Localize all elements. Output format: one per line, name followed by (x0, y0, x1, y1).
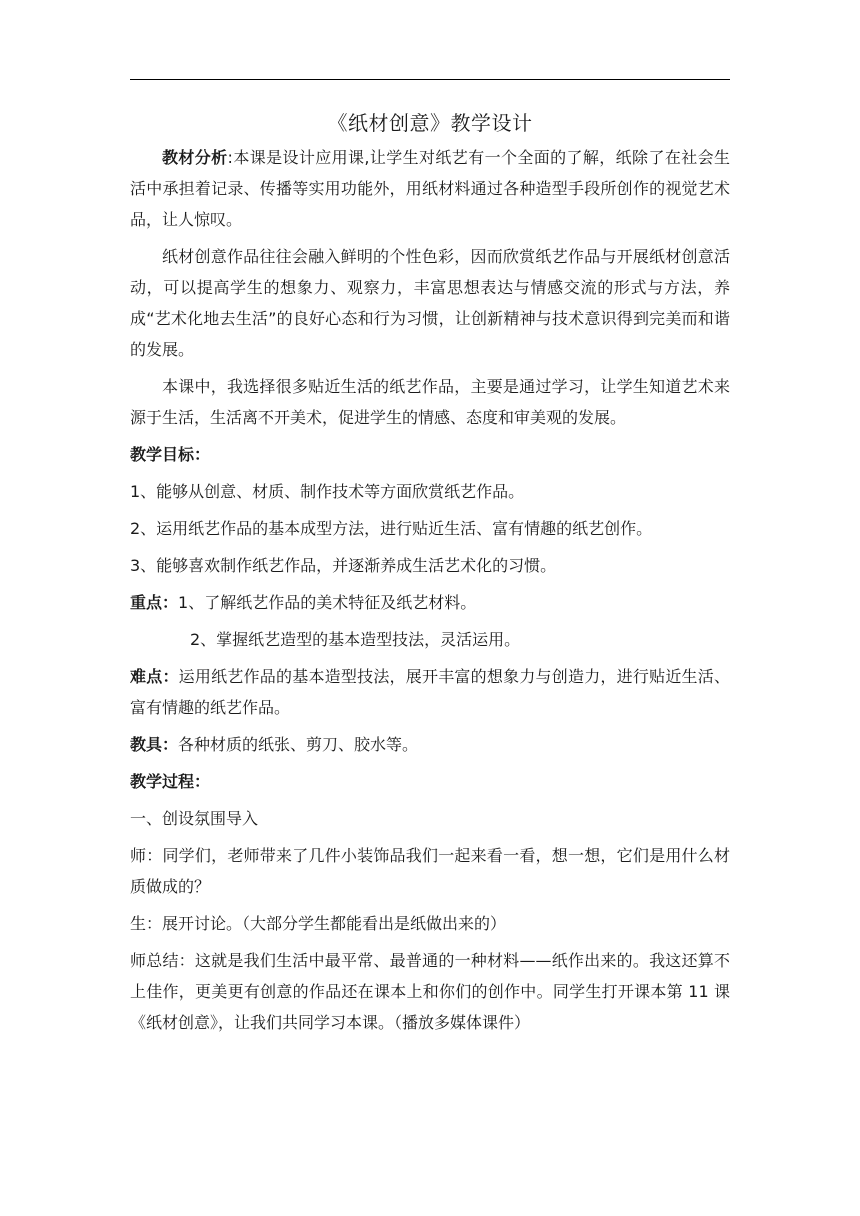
section-1-heading: 一、创设氛围导入 (130, 809, 259, 828)
teacher-summary: 师总结：这就是我们生活中最平常、最普通的一种材料——纸作出来的。我这还算不上佳作，更美更有创意的作品还在课本上和你们的创作中。同学生打开课本第 11 课《纸材创意》，让我们共同学习本课。（播放多媒体课件） (130, 951, 730, 1032)
process-heading: 教学过程： (130, 772, 211, 791)
key-point-2: 2、掌握纸艺造型的基本造型技法，灵活运用。 (190, 630, 521, 649)
teacher-line-1: 师：同学们，老师带来了几件小装饰品我们一起来看一看，想一想，它们是用什么材质做成的？ (130, 846, 730, 896)
tools-paragraph (130, 729, 730, 760)
tools-label: 教具： (130, 735, 179, 754)
difficulty-label: 难点： (130, 667, 179, 686)
key-points (130, 587, 730, 618)
tools-text: 各种材质的纸张、剪刀、胶水等。 (178, 735, 419, 754)
header-rule (130, 79, 730, 80)
analysis-paragraph (130, 142, 730, 235)
student-line-1: 生：展开讨论。（大部分学生都能看出是纸做出来的） (130, 914, 507, 933)
goal-item-3: 3、能够喜欢制作纸艺作品，并逐渐养成生活艺术化的习惯。 (130, 556, 557, 575)
goal-item-2: 2、运用纸艺作品的基本成型方法，进行贴近生活、富有情趣的纸艺创作。 (130, 519, 653, 538)
paragraph-2: 纸材创意作品往往会融入鲜明的个性色彩，因而欣赏纸艺作品与开展纸材创意活动，可以提高学生的想象力、观察力，丰富思想表达与情感交流的形式与方法，养成“艺术化地去生活”的良好心态和行为习惯，让创新精神与技术意识得到完美而和谐的发展。 (130, 247, 730, 359)
document-title: 《纸材创意》教学设计 (327, 111, 533, 135)
analysis-text: :本课是设计应用课,让学生对纸艺有一个全面的了解，纸除了在社会生活中承担着记录、传播等实用功能外，用纸材料通过各种造型手段所创作的视觉艺术品，让人惊叹。 (130, 148, 730, 229)
paragraph-3: 本课中，我选择很多贴近生活的纸艺作品，主要是通过学习，让学生知道艺术来源于生活，生活离不开美术，促进学生的情感、态度和审美观的发展。 (130, 377, 730, 427)
document-body (130, 106, 730, 1044)
difficulty-text: 运用纸艺作品的基本造型技法，展开丰富的想象力与创造力，进行贴近生活、富有情趣的纸艺作品。 (130, 667, 730, 717)
analysis-label: 教材分析 (162, 148, 228, 167)
goal-item-1: 1、能够从创意、材质、制作技术等方面欣赏纸艺作品。 (130, 482, 525, 501)
goals-heading: 教学目标： (130, 445, 211, 464)
key-label: 重点： (130, 593, 179, 612)
difficulty-paragraph (130, 661, 730, 723)
key-point-1: 1、了解纸艺作品的美术特征及纸艺材料。 (178, 593, 477, 612)
